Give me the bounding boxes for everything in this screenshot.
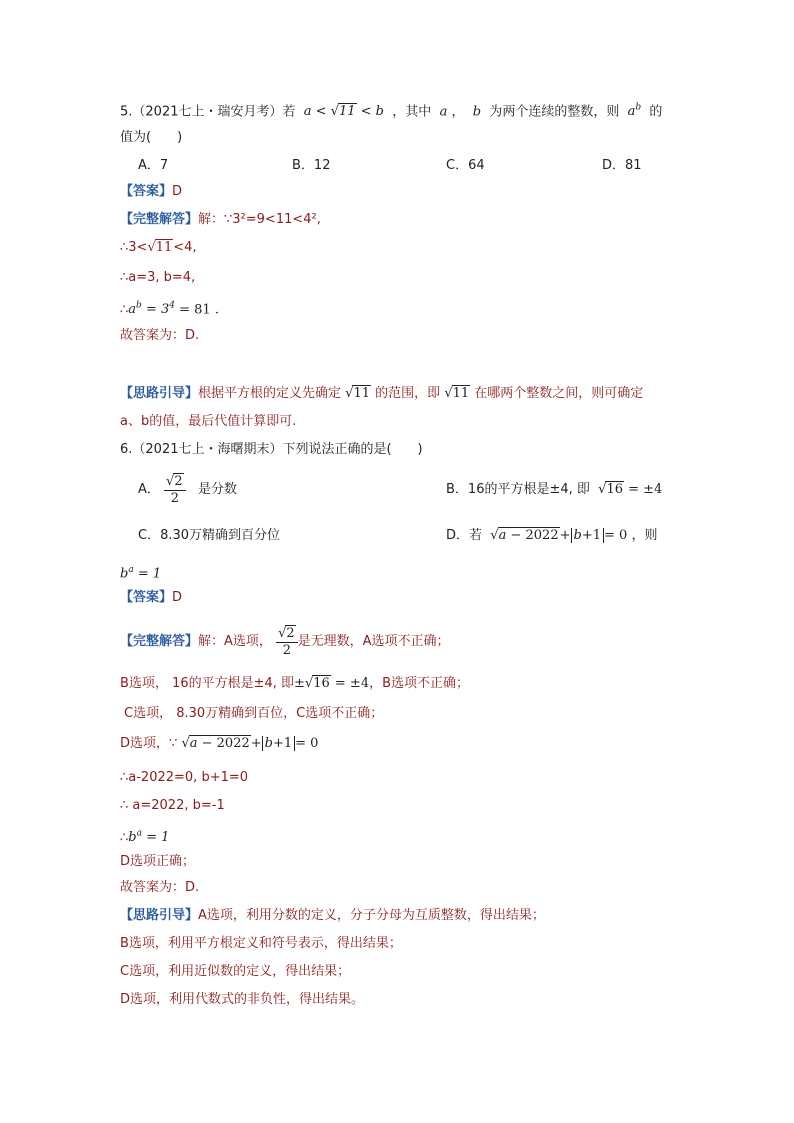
- q5-hint-b: 的范围，即: [375, 386, 441, 401]
- q5-var-a: a: [435, 104, 452, 120]
- q6-hint-a: A选项，利用分数的定义，分子分母为互质整数，得出结果；: [198, 908, 545, 923]
- q5-solution-intro: 解：∵3²=9<11<4²,: [198, 212, 321, 227]
- q5-hint-tag: 【思路引导】: [120, 386, 199, 401]
- q5-option-b: B．12: [292, 158, 331, 173]
- q6-option-a: [138, 470, 237, 510]
- q6-solution-a-fraction: $\frac{√2}{2}$: [276, 625, 298, 659]
- q6-solution-c: C选项， 8.30万精确到百位，C选项不正确；: [124, 706, 384, 721]
- q5-conclusion: 故答案为：D.: [120, 328, 200, 343]
- q5-option-d: D．81: [602, 158, 642, 173]
- q6-step2: ∴ a=2022, b=-1: [120, 798, 225, 813]
- q5-step3-a: ∴: [120, 302, 129, 318]
- q5-step1: ∴3<√11<4,: [120, 240, 197, 255]
- q5-step3-b: = 81 .: [179, 302, 219, 318]
- q5-stem-source: 5.（2021七上・瑞安月考）若: [120, 104, 296, 120]
- q5-step2: ∴a=3, b=4,: [120, 270, 196, 285]
- q5-answer-line: [120, 182, 182, 202]
- q6-solution-b: B选项， 16的平方根是±4, 即±√16 = ±4，B选项不正确；: [120, 676, 470, 691]
- q6-hint-line1: [120, 906, 545, 926]
- q6-answer-line: [120, 588, 182, 608]
- q6-solution-a-text: 解：A选项，: [198, 634, 272, 649]
- q5-option-a: A．7: [138, 158, 169, 173]
- q6-option-d-cont: $b^a = 1$: [120, 565, 162, 582]
- q6-solution-b-tail: ，B选项不正确；: [369, 676, 470, 691]
- q6-option-a-fraction: $\frac{√2}{2}$: [164, 473, 186, 507]
- q6-option-d: D．若 √a − 2022+ b+1 = 0 ，则: [446, 528, 658, 543]
- q5-hint-c: 在哪两个整数之间，则可确定: [474, 386, 644, 401]
- q5-power: $a^b$: [623, 103, 642, 120]
- q5-var-b: b: [468, 104, 486, 120]
- q6-solution-d: D选项，∵ √a − 2022+ b+1 = 0: [120, 736, 319, 751]
- q6-option-b-text: B．16的平方根是±4, 即: [446, 482, 590, 497]
- q6-step3: $\therefore b^a = 1$: [120, 829, 170, 846]
- q6-step3-a: ∴: [120, 830, 129, 846]
- q6-option-b: B．16的平方根是±4, 即 √16 = ±4: [446, 482, 663, 497]
- q5-stem-text: ，其中: [392, 104, 432, 120]
- q5-answer: D: [172, 184, 183, 199]
- q5-inequality: a < √11 < b: [299, 104, 389, 120]
- q6-conclusion: 故答案为：D.: [120, 880, 200, 895]
- q6-option-c: C．8.30万精确到百分位: [138, 528, 281, 543]
- q5-option-c: C．64: [446, 158, 485, 173]
- q5-solution-tag: 【完整解答】: [120, 212, 199, 227]
- q6-step4: D选项正确；: [120, 854, 196, 869]
- q6-option-a-label: A．: [138, 482, 160, 497]
- q5-step1-b: <4,: [173, 240, 197, 255]
- q6-option-d-label: D．若: [446, 528, 483, 543]
- q6-option-d-tail: ，则: [631, 528, 658, 543]
- q5-step1-a: ∴3<: [120, 240, 148, 255]
- q5-hint-line2: a、b的值，最后代值计算即可.: [120, 414, 297, 429]
- q5-step3: $\therefore a^b = 3^4 = 81$ .: [120, 301, 219, 318]
- q6-option-a-text: 是分数: [198, 482, 238, 497]
- q6-answer: D: [172, 590, 183, 605]
- q5-hint-line1: 【思路引导】根据平方根的定义先确定 √11 的范围，即 √11 在哪两个整数之间，则可确定: [120, 386, 644, 401]
- q6-solution-a-tail: 是无理数，A选项不正确；: [297, 634, 450, 649]
- q6-solution-a: [120, 622, 450, 662]
- q5-answer-tag: 【答案】: [120, 184, 173, 199]
- q5-stem-text3: 的: [649, 104, 663, 120]
- q6-hint-line2: B选项，利用平方根定义和符号表示，得出结果；: [120, 936, 402, 951]
- q5-stem-line1: 5.（2021七上・瑞安月考）若 a < √11 < b ，其中 a ， b 为两个连续的整数，则 $a^b$ 的: [120, 103, 663, 120]
- q6-solution-b-text: B选项， 16的平方根是±4, 即: [120, 676, 295, 691]
- q5-hint-a: 根据平方根的定义先确定: [198, 386, 342, 401]
- q5-stem-text2: 为两个连续的整数，则: [489, 104, 620, 120]
- q6-hint-line3: C选项，利用近似数的定义，得出结果；: [120, 964, 351, 979]
- q6-step1: ∴a-2022=0, b+1=0: [120, 770, 249, 785]
- q5-solution-line: [120, 210, 321, 230]
- q6-stem: 6.（2021七上・海曙期末）下列说法正确的是( ): [120, 442, 423, 457]
- q6-answer-tag: 【答案】: [120, 590, 173, 605]
- q6-solution-tag: 【完整解答】: [120, 634, 199, 649]
- q6-hint-tag: 【思路引导】: [120, 908, 199, 923]
- q6-hint-line4: D选项，利用代数式的非负性，得出结果。: [120, 992, 365, 1007]
- q6-solution-d-text: D选项，∵: [120, 736, 178, 751]
- q5-stem-line2: 值为( ): [120, 130, 183, 145]
